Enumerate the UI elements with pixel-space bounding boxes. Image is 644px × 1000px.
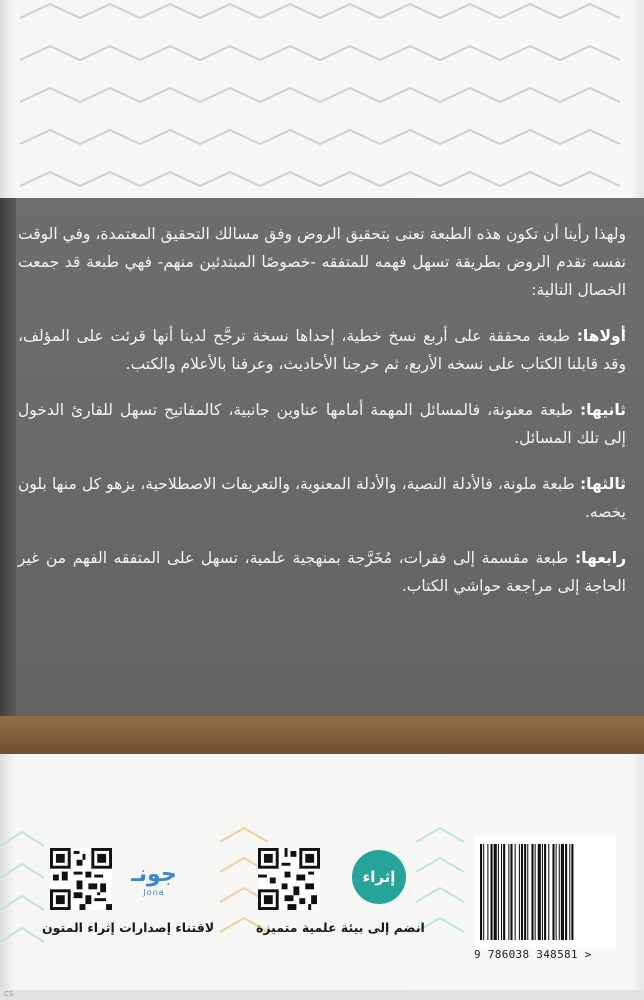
jona-logo-arabic: جونـ (131, 862, 177, 887)
feature-3-text: طبعة ملونة، فالأدلة النصية، والأدلة المعنوية، والتعريفات الاصطلاحية، يزهو كل منها بلون يخصه. (18, 475, 626, 521)
feature-paragraph-1 (18, 322, 626, 378)
caption-join-community: انضم إلى بيئة علمية متميزة (256, 920, 425, 935)
feature-paragraph-4 (18, 544, 626, 600)
spine-shadow (0, 198, 16, 753)
qr-code-icon (258, 848, 320, 910)
ithraa-logo: إثراء (352, 850, 406, 904)
feature-2-lead: ثانيها: (579, 401, 626, 419)
intro-paragraph: ولهذا رأينا أن تكون هذه الطبعة تعنى بتحقيق الروض وفق مسالك التحقيق المعتمدة، وفي الوقت نفسه تقدم الروض بطريقة تسهل فهمه للمتفقه -خصوصًا المبتدئين منهم- فهي طبعة قد جمعت الخصال التالية: (18, 225, 626, 299)
qr-code-icon (50, 848, 112, 910)
back-cover-text (18, 220, 626, 618)
scan-footer-strip (0, 990, 644, 1000)
qr-code-graphic-left (50, 848, 112, 910)
isbn-barcode (474, 836, 616, 948)
feature-paragraph-2 (18, 396, 626, 452)
feature-1-text: طبعة محققة على أربع نسخ خطية، إحداها نسخة ترجَّح لدينا أنها قرئت على المؤلف، وقد قابلنا الكتاب على نسخه الأربع، ثم خرجنا الأحاديث، وعرفنا بالأعلام والكتب. (18, 327, 626, 373)
jona-logo-english: Jona (143, 888, 165, 897)
scanner-watermark: CS (4, 990, 14, 998)
feature-4-lead: رابعها: (574, 549, 626, 567)
feature-4-text: طبعة مقسمة إلى فقرات، مُخَرَّجة بمنهجية علمية، تسهل على المتفقه الفهم من غير الحاجة إلى مراجعة حواشي الكتاب. (18, 549, 626, 595)
feature-2-text: طبعة معنونة، فالمسائل المهمة أمامها عناوين جانبية، كالمفاتيح تسهل للقارئ الدخول إلى تلك المسائل. (18, 401, 626, 447)
feature-3-lead: ثالثها: (579, 475, 626, 493)
jona-logo (122, 862, 186, 908)
feature-paragraph-3 (18, 470, 626, 526)
zigzag-pattern-top (0, 0, 644, 200)
caption-acquire-releases: لاقتناء إصدارات إثراء المتون (42, 920, 215, 935)
brown-accent-strip (0, 716, 644, 754)
barcode-bars (480, 844, 610, 940)
qr-code-graphic-middle (258, 848, 320, 910)
feature-1-lead: أولاها: (576, 327, 626, 345)
isbn-number: 9 786038 348581 > (474, 948, 592, 961)
